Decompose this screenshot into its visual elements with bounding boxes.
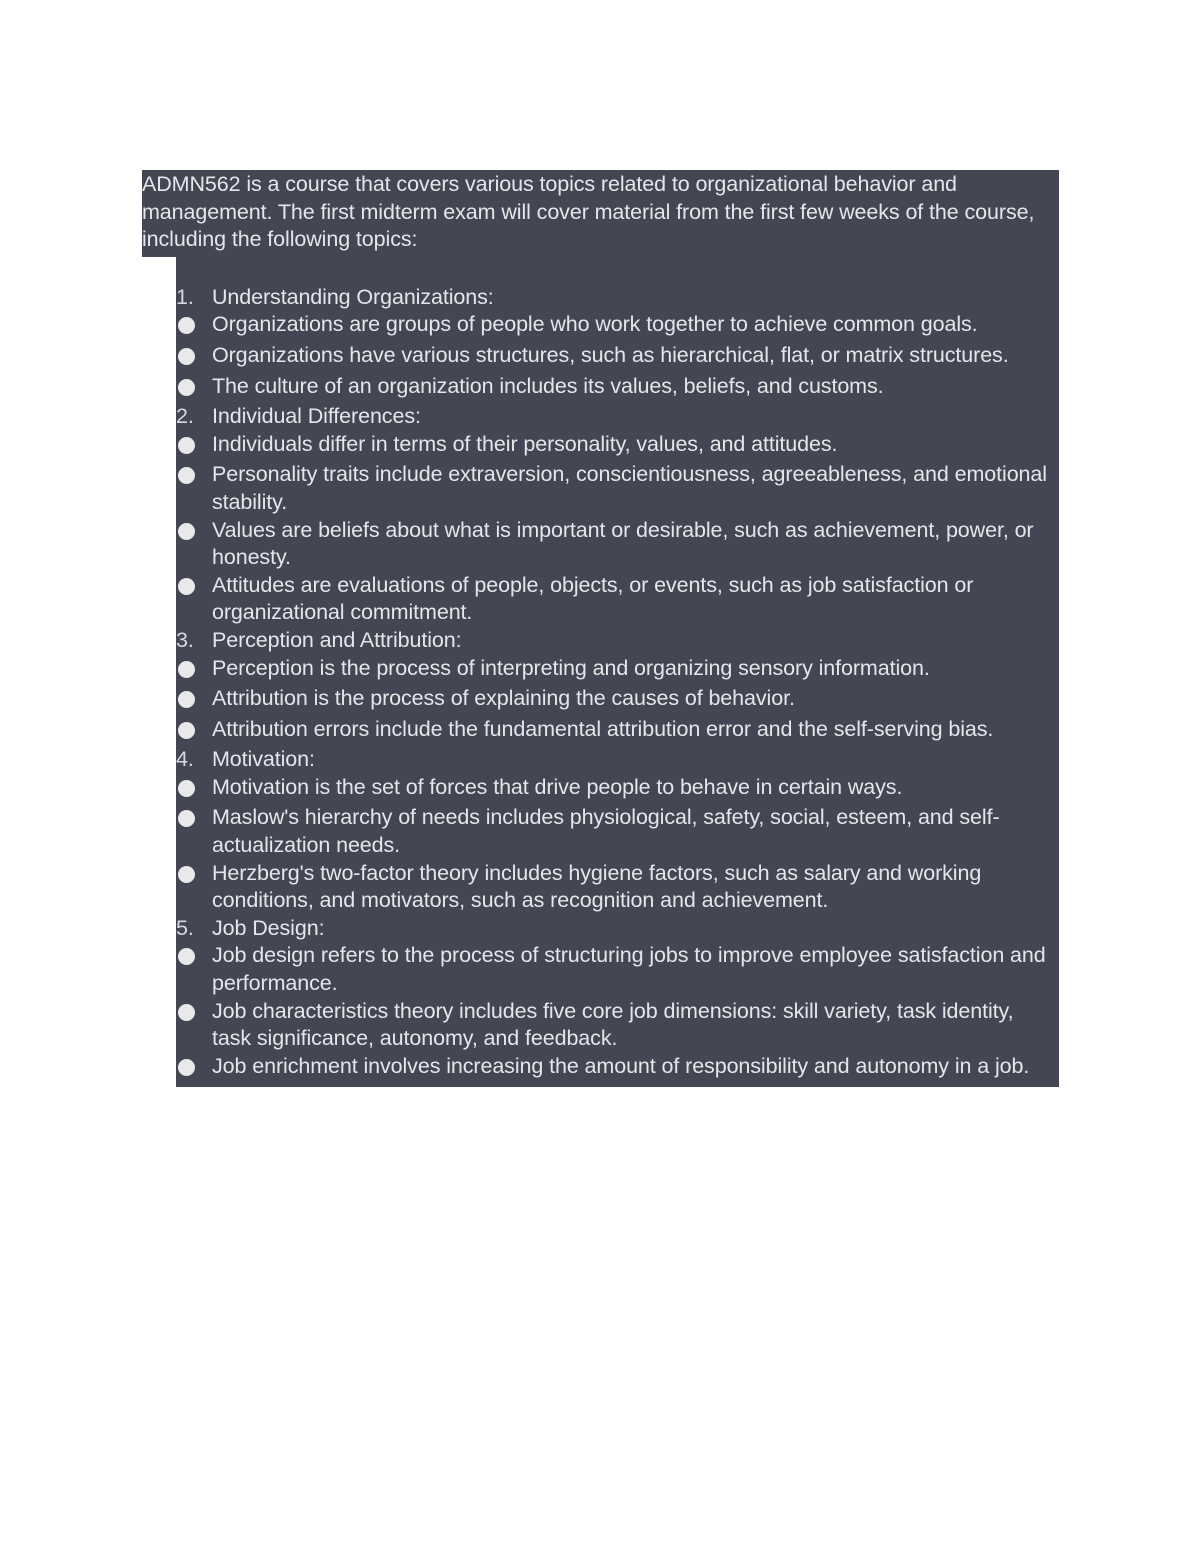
bullet-item xyxy=(176,998,1059,1053)
bullet-dot-icon xyxy=(178,578,195,595)
bullet-icon xyxy=(176,342,212,373)
bullet-icon xyxy=(176,942,212,973)
topic-heading: Perception and Attribution: xyxy=(212,627,462,652)
bullet-item xyxy=(176,572,1059,627)
bullet-dot-icon xyxy=(178,523,195,540)
bullet-text: Job characteristics theory includes five core job dimensions: skill variety, task identity, task significance, autonomy, and feedback. xyxy=(212,998,1014,1051)
bullet-text: Organizations are groups of people who work together to achieve common goals. xyxy=(212,312,978,337)
bullet-item xyxy=(176,685,1059,716)
bullet-icon xyxy=(176,998,212,1029)
intro-paragraph: ADMN562 is a course that covers various topics related to organizational behavior and management. The first midterm exam will cover material from the first few weeks of the course, including the following topics: xyxy=(142,170,1059,257)
list-number: 4. xyxy=(176,747,194,772)
bullet-dot-icon xyxy=(178,467,195,484)
list-number: 2. xyxy=(176,404,194,429)
bullet-dot-icon xyxy=(178,348,195,365)
topic-list xyxy=(176,257,1059,1088)
list-number: 5. xyxy=(176,915,194,940)
bullet-dot-icon xyxy=(178,437,195,454)
bullet-icon xyxy=(176,655,212,686)
topic-heading: Job Design: xyxy=(212,915,325,940)
topic-heading: Motivation: xyxy=(212,747,315,772)
bullet-item xyxy=(176,461,1059,516)
bullet-dot-icon xyxy=(178,780,195,797)
bullet-icon xyxy=(176,804,212,835)
bullet-icon xyxy=(176,517,212,548)
topic-heading: Understanding Organizations: xyxy=(212,284,494,309)
bullet-dot-icon xyxy=(178,722,195,739)
bullet-icon xyxy=(176,461,212,492)
content-block xyxy=(142,170,1059,1087)
numbered-topic xyxy=(176,627,1059,655)
bullet-item xyxy=(176,373,1059,404)
bullet-icon xyxy=(176,685,212,716)
bullet-text: Organizations have various structures, such as hierarchical, flat, or matrix structures. xyxy=(212,342,1009,367)
bullet-dot-icon xyxy=(178,317,195,334)
bullet-icon xyxy=(176,716,212,747)
bullet-text: Herzberg's two-factor theory includes hygiene factors, such as salary and working conditions, and motivators, such as recognition and achievement. xyxy=(212,860,982,913)
bullet-text: Personality traits include extraversion, conscientiousness, agreeableness, and emotional stability. xyxy=(212,462,1047,514)
bullet-dot-icon xyxy=(178,866,195,883)
bullet-item xyxy=(176,342,1059,373)
bullet-text: Individuals differ in terms of their personality, values, and attitudes. xyxy=(212,431,838,456)
bullet-item xyxy=(176,774,1059,805)
bullet-dot-icon xyxy=(178,1059,195,1076)
topic-heading: Individual Differences: xyxy=(212,404,421,429)
bullet-dot-icon xyxy=(178,661,195,678)
bullet-item xyxy=(176,942,1059,997)
bullet-item xyxy=(176,431,1059,462)
bullet-icon xyxy=(176,572,212,603)
bullet-text: Attitudes are evaluations of people, objects, or events, such as job satisfaction or organizational commitment. xyxy=(212,572,974,625)
list-number: 3. xyxy=(176,627,194,652)
list-number: 1. xyxy=(176,284,194,309)
bullet-icon xyxy=(176,860,212,891)
bullet-icon xyxy=(176,311,212,342)
bullet-icon xyxy=(176,431,212,462)
bullet-text: Job enrichment involves increasing the amount of responsibility and autonomy in a job. xyxy=(212,1053,1030,1078)
bullet-item xyxy=(176,804,1059,859)
bullet-item xyxy=(176,1053,1059,1084)
bullet-dot-icon xyxy=(178,810,195,827)
bullet-dot-icon xyxy=(178,1004,195,1021)
bullet-dot-icon xyxy=(178,691,195,708)
bullet-text: Attribution errors include the fundamental attribution error and the self-serving bias. xyxy=(212,716,994,741)
bullet-text: Maslow's hierarchy of needs includes physiological, safety, social, esteem, and self-actualization needs. xyxy=(212,805,1000,858)
bullet-text: Values are beliefs about what is important or desirable, such as achievement, power, or honesty. xyxy=(212,517,1034,570)
bullet-text: Attribution is the process of explaining the causes of behavior. xyxy=(212,686,795,711)
bullet-icon xyxy=(176,774,212,805)
bullet-text: Job design refers to the process of structuring jobs to improve employee satisfaction and performance. xyxy=(212,943,1046,996)
bullet-text: The culture of an organization includes its values, beliefs, and customs. xyxy=(212,373,884,398)
bullet-text: Perception is the process of interpreting and organizing sensory information. xyxy=(212,655,930,680)
bullet-item xyxy=(176,517,1059,572)
bullet-item xyxy=(176,655,1059,686)
bullet-item xyxy=(176,311,1059,342)
numbered-topic xyxy=(176,284,1059,312)
numbered-topic xyxy=(176,746,1059,774)
bullet-text: Motivation is the set of forces that drive people to behave in certain ways. xyxy=(212,774,903,799)
numbered-topic xyxy=(176,403,1059,431)
numbered-topic xyxy=(176,915,1059,943)
bullet-icon xyxy=(176,373,212,404)
bullet-dot-icon xyxy=(178,948,195,965)
bullet-item xyxy=(176,860,1059,915)
bullet-dot-icon xyxy=(178,379,195,396)
bullet-item xyxy=(176,716,1059,747)
bullet-icon xyxy=(176,1053,212,1084)
